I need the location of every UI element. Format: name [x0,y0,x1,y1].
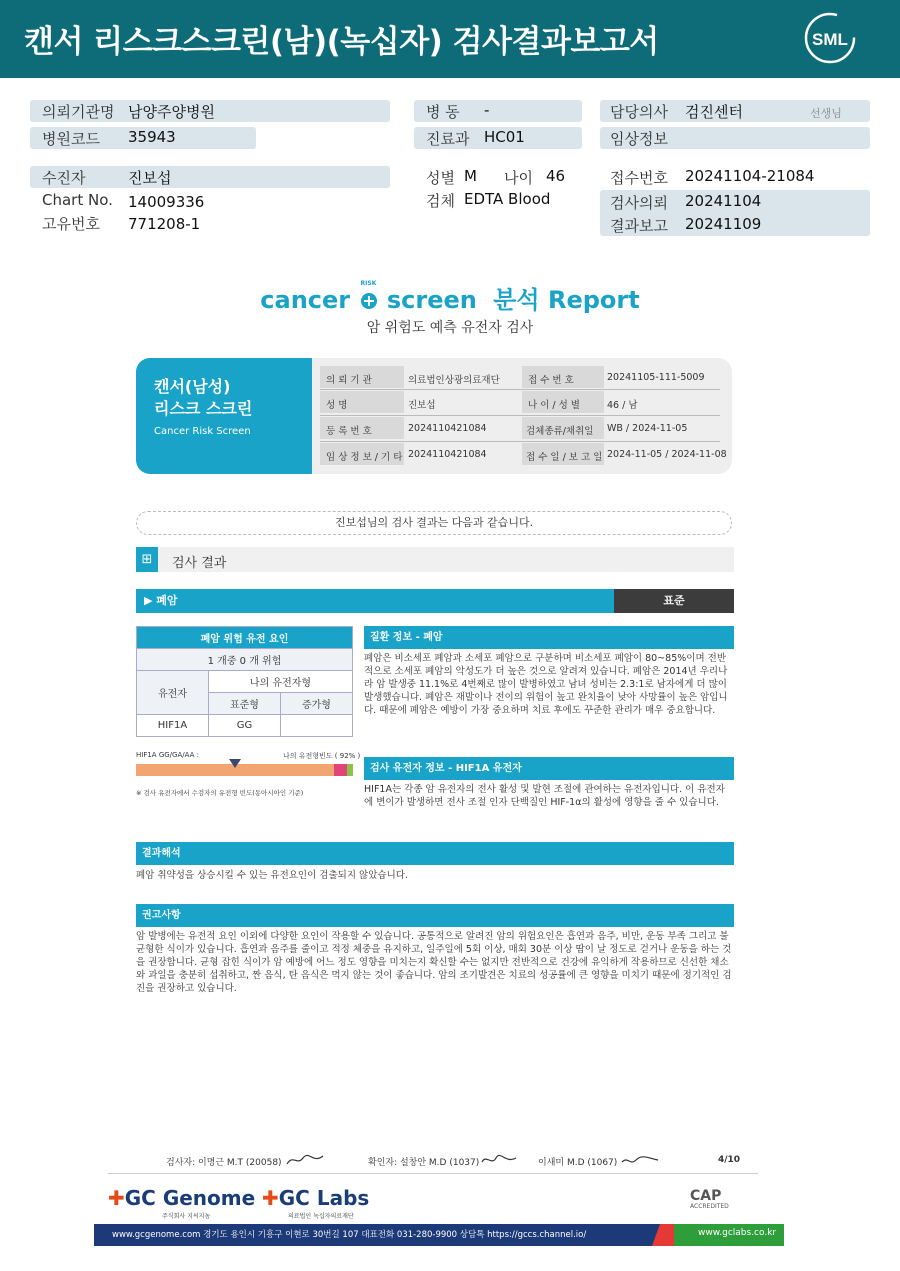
increased-cell [280,715,352,737]
ward-value: - [484,101,490,119]
card-dates-label: 접 수 일 / 보 고 일 [526,452,603,463]
request-value: 20241104 [685,192,762,210]
ward-label: 병 동 [426,103,460,121]
gauge-footnote: ※ 검사 유전자에서 수검자의 유전형 빈도(동아시아인 기준) [136,789,304,797]
table-title: 폐암 위험 유전 요인 [137,627,353,649]
report-value: 20241109 [685,215,762,233]
table-summary: 1 개중 0 개 위험 [137,649,353,671]
other-signature: 이새미 M.D (1067) [538,1158,618,1168]
report-title: 캔서 리스크스크린(남)(녹십자) 검사결과보고서 [24,24,659,60]
specimen-label: 검체 [426,192,455,210]
cap-sub: ACCREDITED [690,1203,729,1210]
gauge-segment-mid [334,764,347,776]
age-label: 나이 [504,169,533,187]
gauge-marker [229,759,241,768]
examinee-value: 진보섭 [128,169,172,187]
card-dates: 2024-11-05 / 2024-11-08 [607,449,727,460]
gc-genome-logo: ✚GC Genome [108,1186,256,1210]
brand-screen: screen [386,286,477,314]
chart-value: 14009336 [128,193,205,211]
brand-analysis: 분석 Report [493,286,640,314]
receipt-label: 접수번호 [610,169,668,187]
increased-header: 증가형 [280,693,352,715]
gene-info-text: HIF1A는 각종 암 유전자의 전사 활성 및 발현 조절에 관여하는 유전자입니다. 이 유전자에 변이가 발생하면 전사 조절 인자 단백질인 HIF-1α의 활성에 영향을 줄 수 있습니다. [364,784,725,808]
status-badge: 표준 [614,589,734,613]
tester-signature-mark [285,1152,325,1168]
gene-cell: HIF1A [137,715,209,737]
clinical-label: 임상정보 [610,130,668,148]
brand-title [0,280,900,315]
sml-logo [804,12,856,64]
card-title-en: Cancer Risk Screen [154,426,251,437]
greeting: 진보섭님의 검사 결과는 다음과 같습니다. [136,511,732,535]
header-bar [0,0,900,78]
gc-labs-text: GC Labs [278,1186,370,1210]
examinee-label: 수진자 [42,169,86,187]
receipt-value: 20241104-21084 [685,167,815,185]
org-value: 남양주양병원 [128,103,215,121]
result-section-header [136,547,734,572]
page-number: 4/10 [718,1155,741,1165]
plus-icon [360,292,378,310]
gc-labs-sub: 의료법인 녹십자의료재단 [288,1213,354,1220]
gauge-left-label: HIF1A GG/GA/AA : [136,751,199,759]
sex-label: 성별 [426,169,455,187]
specimen-value: EDTA Blood [464,190,551,208]
my-genotype-header: 나의 유전자형 [209,671,353,693]
dept-value: HC01 [484,128,525,146]
brand-risk: RISK [360,280,377,287]
card-receipt: 20241105-111-5009 [607,372,705,383]
cancer-type-bar: ▶ 폐암 [136,589,614,613]
card-title [154,376,252,420]
interpretation-text: 폐암 취약성을 상승시킬 수 있는 유전요인이 검출되지 않았습니다. [136,870,408,881]
standard-header: 표준형 [209,693,281,715]
footer-bar [94,1224,784,1246]
result-icon: ⊞ [136,547,158,572]
card-clinical: 2024110421084 [408,449,487,460]
card-agesex: 46 / 남 [607,400,638,411]
brand-cancer: cancer [260,286,351,314]
chart-label: Chart No. [42,191,113,209]
confirmer-signature-mark [480,1152,520,1168]
standard-cell: GG [209,715,281,737]
footer-divider [108,1173,758,1174]
doctor-suffix: 선생님 [810,107,842,120]
code-value: 35943 [128,128,176,146]
doctor-value: 검진센터 [685,103,743,121]
frequency-gauge [136,764,353,776]
dept-label: 진료과 [426,130,470,148]
report-subtitle: 암 위험도 예측 유전자 검사 [366,320,534,336]
gc-genome-text: GC Genome [124,1186,256,1210]
gc-labs-logo: ✚GC Labs [262,1186,370,1210]
cap-logo: CAP [690,1188,722,1204]
gc-genome-sub: 주식회사 지씨지놈 [162,1213,211,1220]
report-label: 결과보고 [610,217,668,235]
card-title-line2: 리스크 스크린 [154,399,253,418]
footer-website[interactable]: www.gclabs.co.kr [698,1228,777,1238]
card-title-line1: 캔서(남성) [154,377,231,396]
confirmer-signature: 확인자: 설창안 M.D (1037) [368,1158,480,1168]
info-card [136,358,732,474]
card-name: 진보섭 [408,400,436,411]
sex-value: M [464,167,477,185]
card-name-label: 성 명 [326,400,348,411]
svg-text:SML: SML [812,30,848,49]
age-value: 46 [546,167,566,185]
code-label: 병원코드 [42,130,100,148]
interpretation-header: 결과해석 [136,842,734,865]
request-label: 검사의뢰 [610,194,668,212]
card-receipt-label: 접 수 번 호 [528,375,574,386]
genotype-table [136,626,353,737]
disease-info-text: 폐암은 비소세포 폐암과 소세포 폐암으로 구분하며 비소세포 폐암이 80~85%이며 전반적으로 소세포 폐암의 악성도가 더 높은 것으로 알려져 있습니다. 폐암은 2014년 우리나라 암 발생중 11.1%로 4번째로 많이 발병하였고 남녀 성비는 2.3:1로 남자에게 더 많이 발생했습니다. 폐암은 재발이나 전이의 위험이 높고 완치율이 낮아 사망률이 높은 암입니다. 때문에 폐암은 예방이 가장 중요하며 치료 후에도 꾸준한 관리가 매우 중요합니다. [364,653,728,716]
card-clinical-label: 임 상 정 보 / 기 타 [326,452,403,463]
card-title-block [136,358,312,474]
result-section-title: 검사 결과 [172,556,227,571]
card-reg-label: 등 록 번 호 [326,426,372,437]
card-divider [320,441,720,442]
brand-cross [359,280,379,314]
id-value: 771208-1 [128,215,201,233]
card-sample-label: 검체종류/채취일 [526,426,594,437]
card-divider [320,389,720,390]
card-org-label: 의 뢰 기 관 [326,375,372,386]
card-reg: 2024110421084 [408,423,487,434]
gauge-segment-high [347,764,353,776]
gauge-right-label: 나의 유전형빈도 ( 92% ) [283,752,361,760]
advice-header: 권고사항 [136,904,734,927]
card-sample: WB / 2024-11-05 [607,423,688,434]
doctor-label: 담당의사 [610,103,668,121]
org-label: 의뢰기관명 [42,103,115,121]
disease-info-header: 질환 정보 - 폐암 [364,626,734,649]
card-agesex-label: 나 이 / 성 별 [528,400,580,411]
card-divider [320,415,720,416]
other-signature-mark [620,1152,660,1168]
advice-text: 암 발병에는 유전적 요인 이외에 다양한 요인이 작용할 수 있습니다. 공통적으로 알려진 암의 위험요인은 흡연과 음주, 비만, 운동 부족 그리고 불균형한 식이가 있습니다. 흡연과 음주를 줄이고 적정 체중을 유지하고, 일주일에 5회 이상, 매회 30분 이상 땀이 날 정도로 걷거나 운동을 하는 것을 권장합니다. 균형 잡힌 식이가 암 예방에 어느 정도 영향을 미치는지 확신할 수는 없지만 전반적으로 건강에 유익하게 작용하므로 신선한 채소와 과일을 충분히 섭취하고, 짠 음식, 탄 음식은 먹지 않는 것이 좋습니다. 암의 조기발견은 치료의 성공률에 큰 영향을 미치기 때문에 정기적인 검진을 권장하고 있습니다. [136,931,732,994]
gene-info-header: 검사 유전자 정보 - HIF1A 유전자 [364,757,734,780]
footer-address: www.gcgenome.com 경기도 용인시 기흥구 이현로 30번길 107 대표전화 031-280-9900 상담톡 https://gccs.channel.io/ [112,1230,587,1240]
card-org: 의료법인상광의료재단 [408,375,500,386]
gene-col-header: 유전자 [137,671,209,715]
tester-signature: 검사자: 이명근 M.T (20058) [166,1158,282,1168]
id-label: 고유번호 [42,215,100,233]
